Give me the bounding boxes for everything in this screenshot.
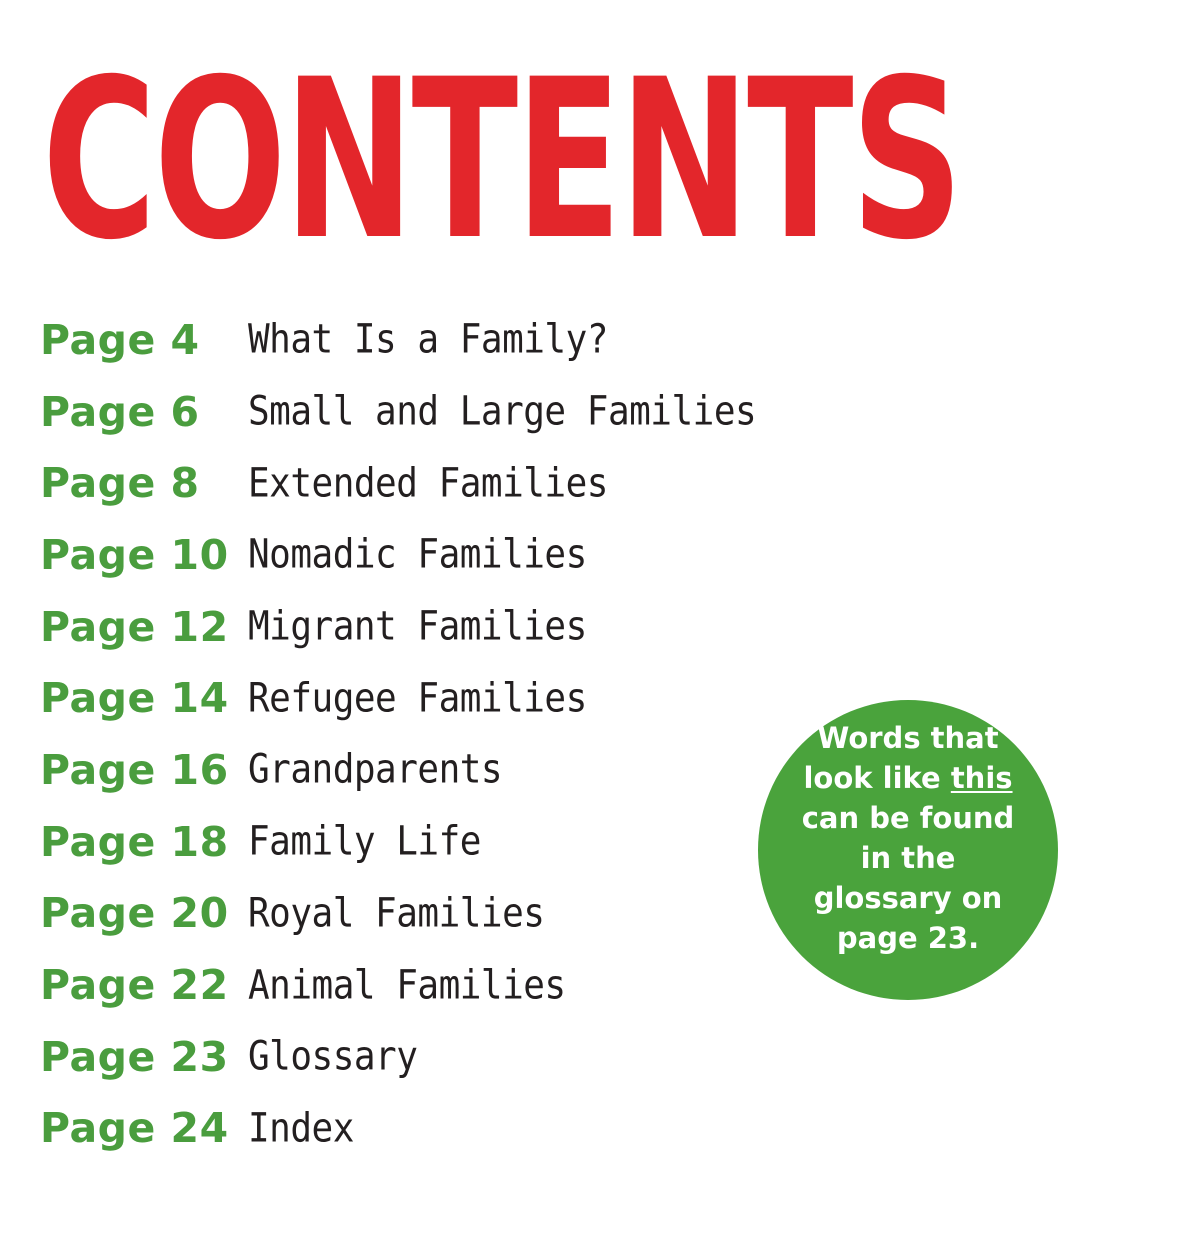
table-of-contents bbox=[40, 304, 760, 1164]
toc-entry bbox=[40, 1021, 760, 1093]
toc-page-number: Page 10 bbox=[40, 530, 229, 579]
toc-page-number: Page 14 bbox=[40, 674, 229, 723]
toc-entry bbox=[40, 806, 760, 878]
toc-entry-title: Animal Families bbox=[248, 962, 566, 1008]
glossary-note-text bbox=[788, 718, 1028, 958]
toc-page-number: Page 12 bbox=[40, 602, 229, 651]
glossary-note-lead: Words that look like bbox=[803, 720, 999, 795]
toc-entry-title: Extended Families bbox=[248, 460, 608, 507]
toc-entry-title: What Is a Family? bbox=[248, 316, 608, 363]
toc-page-number: Page 18 bbox=[40, 817, 229, 866]
toc-entry-title: Small and Large Families bbox=[248, 388, 757, 435]
toc-page-number: Page 22 bbox=[40, 961, 229, 1010]
toc-entry bbox=[40, 304, 760, 376]
toc-entry-title: Family Life bbox=[248, 818, 481, 865]
toc-entry bbox=[40, 734, 760, 806]
toc-entry bbox=[40, 447, 760, 519]
glossary-example-word: this bbox=[950, 760, 1013, 795]
toc-entry bbox=[40, 376, 760, 448]
toc-entry bbox=[40, 878, 760, 950]
toc-entry bbox=[40, 949, 760, 1021]
toc-page-number: Page 23 bbox=[40, 1032, 229, 1081]
toc-entry bbox=[40, 591, 760, 663]
toc-entry-title: Migrant Families bbox=[248, 603, 587, 650]
toc-entry bbox=[40, 519, 760, 591]
toc-entry-title: Nomadic Families bbox=[248, 531, 587, 578]
toc-page-number: Page 8 bbox=[40, 459, 200, 508]
page-title: CONTENTS bbox=[42, 32, 961, 288]
glossary-note-tail: can be found in the glossary on page 23. bbox=[801, 800, 1015, 955]
toc-page-number: Page 24 bbox=[40, 1104, 229, 1153]
toc-entry bbox=[40, 662, 760, 734]
toc-page-number: Page 6 bbox=[40, 387, 200, 436]
toc-entry-title: Refugee Families bbox=[248, 675, 587, 722]
toc-entry-title: Royal Families bbox=[248, 890, 545, 937]
toc-entry-title: Grandparents bbox=[248, 747, 503, 793]
toc-page-number: Page 20 bbox=[40, 889, 229, 938]
toc-page-number: Page 16 bbox=[40, 745, 229, 794]
toc-entry-title: Index bbox=[248, 1105, 354, 1152]
toc-entry bbox=[40, 1093, 760, 1165]
glossary-note-circle bbox=[758, 700, 1058, 1000]
toc-page-number: Page 4 bbox=[40, 315, 200, 364]
toc-entry-title: Glossary bbox=[248, 1033, 418, 1080]
